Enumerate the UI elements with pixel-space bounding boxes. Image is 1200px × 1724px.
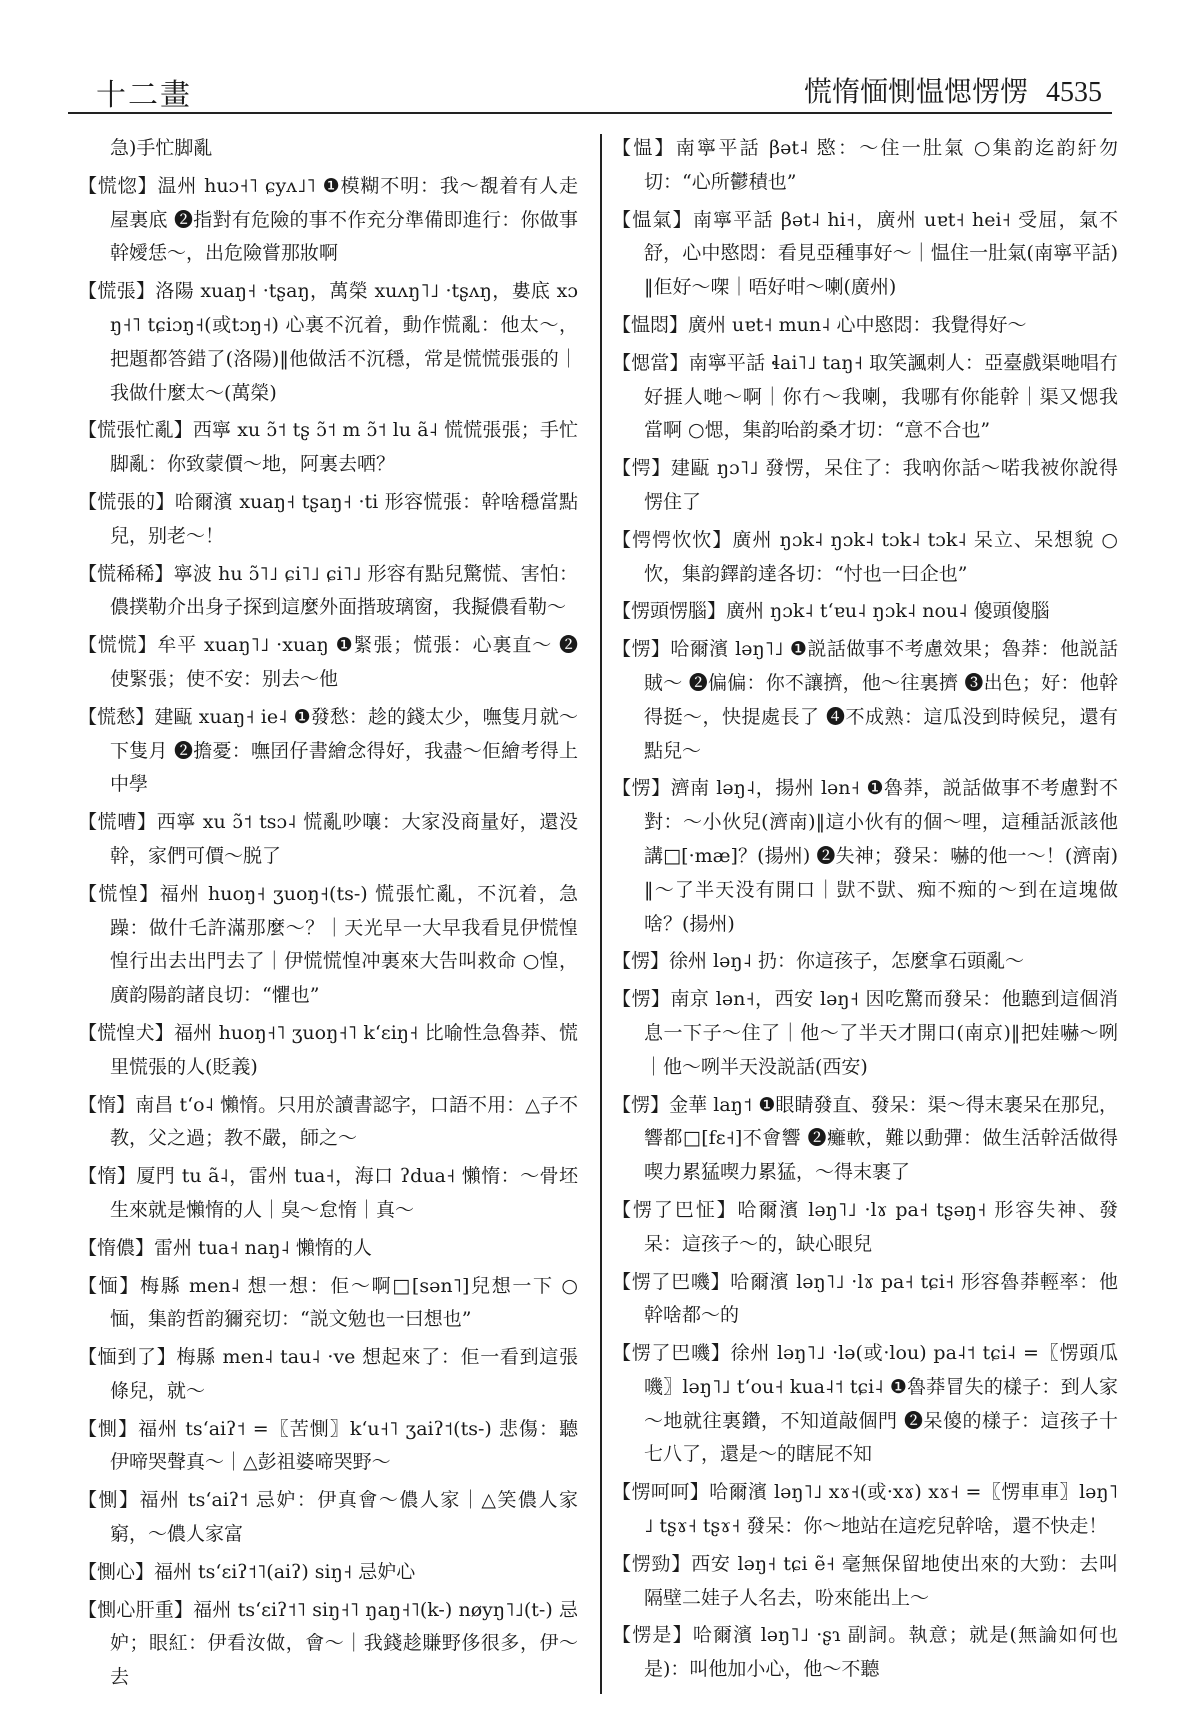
right-column (612, 132, 1118, 1691)
entry: 【愣是】哈爾濱 ləŋ˥˩ ·ʂɿ 副詞。執意；就是(無論如何也是)：叫他加小心，他～不聽 (612, 1624, 1118, 1681)
entry: 【慌稀稀】寧波 hu ɔ̃˥˩ ɕi˥˩ ɕi˥˩ 形容有點兒驚慌、害怕：儂撲勒介出身子探到這麼外面揩玻璃窗，我擬儂看勒～ (78, 562, 578, 619)
entry: 【慌張忙亂】西寧 xu ɔ̃˦ tʂ ɔ̃˦ m ɔ̃˦ lu ã˨ 慌慌張張；手忙脚亂：你致蒙價～地，阿裏去哂？ (78, 419, 578, 476)
entry: 【慌惶犬】福州 huoŋ˧˥ ʒuoŋ˧˥ kʻɛiŋ˧ 比喻性急魯莽、慌里慌張的人(貶義) (78, 1021, 578, 1078)
entry: 【慌嘈】西寧 xu ɔ̃˦ tsɔ˨ 慌亂吵嚷：大家没商量好，還没幹，家們可價～脱了 (78, 811, 578, 867)
entry: 【惰儂】雷州 tua˧ naŋ˨ 懶惰的人 (78, 1236, 372, 1259)
entry: 【愕】建甌 ŋɔ˥˩ 發愣，呆住了：我吶你話～喏我被你說得愣住了 (612, 457, 1118, 513)
entry: 【愣了巴嘰】徐州 ləŋ˥˩ ·lə(或·lou) pa˨˦ tɕi˨ =〖愣頭瓜嘰〗ləŋ˥˩ tʻou˧ kua˨˦ tɕi˨ ❶魯莽冒失的樣子：到人家～地就往裏鑽，不知道敲個門 ❷呆傻的樣子：這孩子十七八了，還是～的瞎屁不知 (612, 1342, 1118, 1466)
entry: 【慌愁】建甌 xuaŋ˧ ie˨ ❶發愁：趁的錢太少，嘸隻月就～下隻月 ❷擔憂：嘸囝仔書繪念得好，我盡～佢繪考得上中學 (78, 705, 578, 796)
entry: 【惰】厦門 tu ã˨，雷州 tua˧，海口 ʔdua˧ 懶惰：～骨坯生來就是懶惰的人｜臭～怠惰｜真～ (78, 1165, 578, 1221)
entry: 【惰】南昌 tʻo˨ 懶惰。只用於讀書認字，口語不用：△子不教，父之過；教不嚴，師之～ (78, 1093, 578, 1150)
entry: 【慌慌】牟平 xuaŋ˥˩ ·xuaŋ ❶緊張；慌張：心裏直～ ❷使緊張；使不安：别去～他 (78, 634, 578, 690)
entry: 【愐】梅縣 men˨ 想一想：佢～啊□[sən˥]兒想一下 ○愐，集韵哲韵獮兖切：“説文勉也一曰想也” (78, 1274, 578, 1331)
header-characters: 慌惰愐惻愠愢愣愣 (803, 75, 1028, 108)
entry: 【愣呵呵】哈爾濱 ləŋ˥˩ xɤ˧(或·xɤ) xɤ˧ =〖愣車車〗ləŋ˥˩ tʂɤ˧ tʂɤ˧ 發呆：你～地站在這疙兒幹啥，還不快走！ (612, 1481, 1118, 1538)
entry: 【惻心】福州 tsʻεiʔ˦˥(aiʔ) siŋ˧ 忌妒心 (78, 1560, 416, 1583)
entry: 【愠】南寧平話 βət˨ 愍：～住一肚氣 ○集韵迄韵紆勿切：“心所鬱積也” (612, 137, 1118, 193)
entry: 【慌惶】福州 huoŋ˧ ʒuoŋ˧(ts-) 慌張忙亂，不沉着，急躁：做什乇許滿那麼～？｜天光早一大早我看見伊慌惶惶行出去出門去了｜伊慌慌惶冲裏來大告叫救命 ○惶，廣韵陽韵諸良切：“懼也” (78, 882, 578, 1007)
page-header-right (804, 70, 1102, 110)
entry: 【惻】福州 tsʻaiʔ˦ 忌妒：伊真會～儂人家｜△笑儂人家窮，～儂人家富 (78, 1489, 578, 1546)
entry: 【愐到了】梅縣 men˨ tau˨ ·ve 想起來了：佢一看到這張條兒，就～ (78, 1346, 578, 1402)
entry: 【愣頭愣腦】廣州 ŋɔk˨ tʻɐu˨ ŋɔk˨ nou˨ 傻頭傻腦 (612, 600, 1050, 623)
entry: 【愠氣】南寧平話 βət˨ hi˧，廣州 uɐt˧ hei˧ 受屈，氣不舒，心中愍悶：看見亞種事好～｜愠住一肚氣(南寧平話)‖佢好～㗎｜唔好咁～喇(廣州) (612, 208, 1118, 299)
entry: 【慌張】洛陽 xuaŋ˧ ·tʂaŋ，萬榮 xuʌŋ˥˩ ·tʂʌŋ，婁底 xɔŋ˧˥ tɕiɔŋ˧(或tɔŋ˧) 心裏不沉着，動作慌亂：他太～，把題都答錯了(洛陽)‖他做活不沉穩，常是慌慌張張的｜我做什麼太～(萬榮) (78, 280, 578, 404)
entry: 【慌惚】温州 huɔ˧˥ ɕyʌ˩˥ ❶模糊不明：我～覩着有人走屋裏底 ❷指對有危險的事不作充分準備即進行：你做事幹嬡恁～，出危險嘗那妝啊 (78, 174, 578, 265)
entry: 【慌張的】哈爾濱 xuaŋ˧ tʂaŋ˧ ·ti 形容慌張：幹啥穩當點兒，别老～！ (78, 490, 578, 547)
entry: 【愣】徐州 ləŋ˨ 扔：你這孩子，怎麼拿石頭亂～ (612, 950, 1025, 973)
entry-continuation: 急)手忙脚亂 (110, 137, 213, 159)
entry: 【愣了巴怔】哈爾濱 ləŋ˥˩ ·lɤ pa˧ tʂəŋ˧ 形容失神、發呆：這孩子～的，缺心眼兒 (612, 1198, 1118, 1255)
entry: 【惻】福州 tsʻaiʔ˦ =〖苦惻〗kʻu˧˥ ʒaiʔ˦(ts-) 悲傷：聽伊啼哭聲真～｜△彭祖婆啼哭野～ (78, 1417, 578, 1474)
entry: 【愣】南京 lən˧，西安 ləŋ˧ 因吃驚而發呆：他聽到這個消息一下子～住了｜他～了半天才開口(南京)‖把娃嚇～咧｜他～咧半天没説話(西安) (612, 988, 1118, 1078)
entry: 【愣】金華 laŋ˦ ❶眼睛發直、發呆：渠～得末裹呆在那兒，響都□[fɛ˧]不會響 ❷癱軟，難以動彈：做生活幹活做得喫力累猛喫力累猛，～得末裹了 (612, 1093, 1118, 1184)
entry: 【愕愕忺忺】廣州 ŋɔk˨ ŋɔk˨ tɔk˨ tɔk˨ 呆立、呆想貌 ○忺，集韵鐸韵達各切：“忖也一曰企也” (612, 528, 1118, 585)
column-divider (600, 134, 602, 1694)
section-title: 十二畫 (96, 78, 192, 113)
page-number: 4535 (1046, 77, 1102, 108)
entry: 【愣】濟南 ləŋ˨，揚州 lən˧ ❶魯莽，説話做事不考慮對不對：～小伙兒(濟南)‖這小伙有的個～哩，這種話派該他講□[·mæ]？(揚州) ❷失神；發呆：嚇的他一～！(濟南)‖～了半天没有開口｜獃不獃、痴不痴的～到在這塊做啥？(揚州) (612, 777, 1118, 935)
entry: 【愣勁】西安 ləŋ˧ tɕi ẽ˧ 毫無保留地使出來的大勁：去叫隔壁二娃子人名去，吩來能出上～ (612, 1552, 1118, 1609)
entry: 【愣了巴嘰】哈爾濱 ləŋ˥˩ ·lɤ pa˧ tɕi˧ 形容魯莽輕率：他幹啥都～的 (612, 1270, 1118, 1327)
page-header (68, 62, 1112, 114)
entry: 【愢當】南寧平話 ɬai˥˩ taŋ˧ 取笑諷刺人：亞臺戲渠哋唱冇好捱人哋～啊｜你冇～我喇，我哪有你能幹｜渠又愢我當啊 ○愢，集韵咍韵桑才切：“意不合也” (612, 351, 1118, 442)
entry: 【惻心肝重】福州 tsʻεiʔ˦˥ siŋ˧˥ ŋaŋ˧˥(k-) nøyŋ˥˩(t-) 忌妒；眼紅：伊看汝做，會～｜我錢趁賺野侈很多，伊～去 (78, 1598, 578, 1689)
entry: 【愠悶】廣州 uɐt˧ mun˨ 心中愍悶：我覺得好～ (612, 313, 1027, 336)
left-column (78, 132, 578, 1699)
entry: 【愣】哈爾濱 ləŋ˥˩ ❶説話做事不考慮效果；魯莽：他説話賊～ ❷偏偏：你不讓擠，他～往裏擠 ❸出色；好：他幹得挺～，快提處長了 ❹不成熟：這瓜没到時候兒，還有點兒～ (612, 638, 1118, 762)
